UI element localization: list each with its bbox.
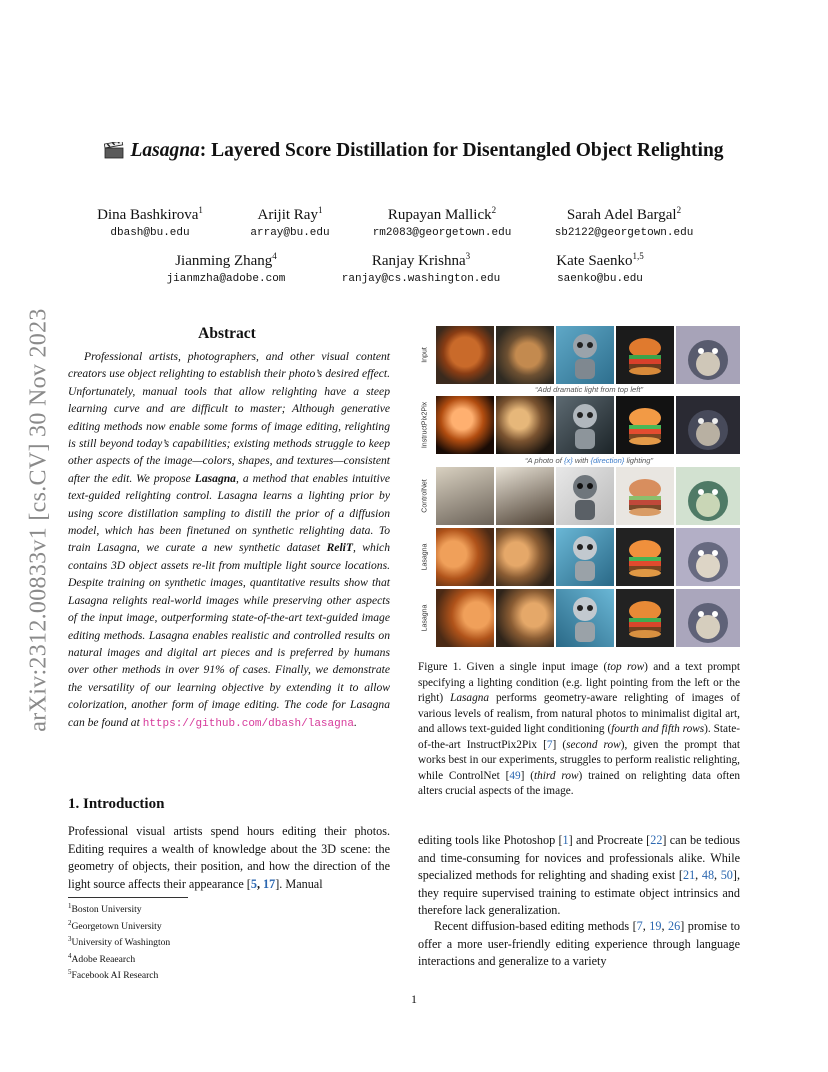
image-burger bbox=[616, 589, 674, 647]
abstract-heading: Abstract bbox=[198, 325, 256, 342]
title-rest: : Layered Score Distillation for Disentangled Object Relighting bbox=[199, 140, 724, 161]
citation[interactable]: 21 bbox=[682, 868, 696, 882]
footnote-divider bbox=[68, 897, 188, 898]
robot-shape bbox=[556, 326, 614, 384]
prompt-2: “A photo of {x} with {direction} lighting” bbox=[524, 456, 654, 465]
row-label-controlnet: ControlNet bbox=[421, 479, 429, 513]
image-burger bbox=[616, 326, 674, 384]
burger-shape bbox=[616, 589, 674, 647]
image-cat bbox=[496, 467, 554, 525]
footnote-item: $^2$Georgetown University bbox=[68, 918, 162, 932]
totoro-shape bbox=[676, 528, 740, 586]
image-dog bbox=[436, 589, 494, 647]
image-burger bbox=[616, 528, 674, 586]
footnote-item: $^1$Boston University bbox=[68, 902, 142, 916]
image-burger bbox=[616, 396, 674, 454]
figure-1-grid bbox=[418, 326, 740, 648]
image-totoro bbox=[676, 467, 740, 525]
image-cat bbox=[496, 528, 554, 586]
row-label-input: Input bbox=[421, 347, 429, 363]
image-totoro bbox=[676, 396, 740, 454]
totoro-shape bbox=[676, 589, 740, 647]
author-5: Jianming Zhang$^4$ jianmzha@adobe.com bbox=[166, 251, 286, 285]
totoro-shape bbox=[676, 326, 740, 384]
citation[interactable]: 7 bbox=[546, 738, 553, 751]
image-robot bbox=[556, 528, 614, 586]
citation[interactable]: 5 bbox=[250, 876, 257, 891]
burger-shape bbox=[616, 467, 674, 525]
author-4: Sarah Adel Bargal$^2$ sb2122@georgetown.edu bbox=[554, 205, 694, 239]
image-robot bbox=[556, 589, 614, 647]
image-cat bbox=[496, 589, 554, 647]
footnote-item: $^5$Facebook AI Research bbox=[68, 968, 159, 982]
image-dog bbox=[436, 396, 494, 454]
burger-shape bbox=[616, 396, 674, 454]
author-1: Dina Bashkirova$^1$ dbash@bu.edu bbox=[97, 205, 203, 239]
author-6: Ranjay Krishna$^3$ ranjay@cs.washington.edu bbox=[341, 251, 501, 285]
robot-shape bbox=[556, 589, 614, 647]
citation[interactable]: 1 bbox=[562, 833, 569, 847]
clapperboard-icon bbox=[104, 142, 124, 165]
row-label-lasagna-1: Lasagna bbox=[421, 543, 429, 571]
citation[interactable]: 48 bbox=[701, 868, 715, 882]
paper-title bbox=[60, 140, 768, 165]
totoro-shape bbox=[676, 396, 740, 454]
code-link[interactable]: https://github.com/dbash/lasagna bbox=[142, 717, 354, 730]
image-robot bbox=[556, 396, 614, 454]
page-number: 1 bbox=[411, 992, 417, 1006]
figure-caption: Figure 1. Given a single input image (top row) and a text prompt specifying a lighting condition (e.g. light pointing from the left or the right) Lasagna performs geometry-aware relighting of images of various levels of realism, from natural photos to minimalist digital art, and allows text-guided light conditioning (fourth and fifth rows). State-of-the-art InstructPix2Pix [7] (second row), given the prompt that works best in our experiments, struggles to perform realistic relighting, while ControlNet [49] (third row) trained on relighting data often alters crucial aspects of the image. bbox=[418, 661, 741, 797]
citation[interactable]: 22 bbox=[650, 833, 663, 847]
row-label-instructpix2pix: InstructPix2Pix bbox=[421, 401, 429, 449]
author-3: Rupayan Mallick$^2$ rm2083@georgetown.edu bbox=[372, 205, 512, 239]
intro-paragraph: Professional visual artists spend hours editing their photos. Editing requires a wealth of knowledge about the 3D scene: the geometry of objects, their position, and how the direction of the light source affects their appearance [5, 17]. Manual bbox=[68, 824, 390, 891]
right-paragraph-2: Recent diffusion-based editing methods [7, 19, 26] promise to offer a more user-friendly editing experience through language interactions and generalize to a variety bbox=[418, 919, 741, 968]
footnote-item: $^3$University of Washington bbox=[68, 935, 171, 949]
totoro-shape bbox=[676, 467, 740, 525]
citation[interactable]: 19 bbox=[649, 919, 662, 933]
abstract-text: Professional artists, photographers, and other visual content creators use object relighting to establish their photo’s desired effect. Unfortunately, manual tools that allow relighting have a steep learning curve and are difficult to master; Although generative editing methods now enable some forms of image editing, relighting is still beyond today’s capabilities; existing methods struggle to keep other aspects of the image—colors, shapes, and textures—consistent after the edit. We propose Lasagna, a method that enables intuitive text-guided relighting control. Lasagna learns a lighting prior by using score distillation sampling to distill the prior of a diffusion model, which has been finetuned on synthetic relighting data. To train Lasagna, we curate a new synthetic dataset ReliT, which contains 3D object assets re-lit from multiple light source locations. Despite training on synthetic images, quantitative results show that Lasagna relights real-world images while preserving other aspects of the input image, outperforming state-of-the-art text-guided image editing methods. Lasagna enables realistic and controlled results on natural images and digital art pieces and is preferred by humans over other methods in over 91% of cases. Finally, we demonstrate the versatility of our learning objective by extending it to allow colorization, another form of image editing. The code for Lasagna can be found at https://github.com/dbash/lasagna. bbox=[68, 350, 390, 730]
footnote-item: $^4$Adobe Reaearch bbox=[68, 951, 136, 965]
burger-shape bbox=[616, 528, 674, 586]
image-robot bbox=[556, 326, 614, 384]
citation[interactable]: 26 bbox=[668, 919, 681, 933]
arxiv-identifier: arXiv:2312.00833v1 [cs.CV] 30 Nov 2023 bbox=[25, 308, 52, 732]
image-burger bbox=[616, 467, 674, 525]
citation[interactable]: 7 bbox=[636, 919, 643, 933]
method-name: Lasagna bbox=[130, 140, 200, 161]
image-cat bbox=[496, 396, 554, 454]
robot-shape bbox=[556, 528, 614, 586]
robot-shape bbox=[556, 396, 614, 454]
robot-shape bbox=[556, 467, 614, 525]
burger-shape bbox=[616, 326, 674, 384]
citation[interactable]: 49 bbox=[509, 769, 521, 782]
author-2: Arijit Ray$^1$ array@bu.edu bbox=[250, 205, 330, 239]
image-dog bbox=[436, 467, 494, 525]
image-dog bbox=[436, 326, 494, 384]
image-dog bbox=[436, 528, 494, 586]
footnotes bbox=[68, 900, 170, 983]
image-totoro bbox=[676, 528, 740, 586]
citation[interactable]: 50 bbox=[720, 868, 733, 882]
citation[interactable]: 17 bbox=[263, 876, 276, 891]
author-7: Kate Saenko$^{1,5}$ saenko@bu.edu bbox=[556, 251, 644, 285]
prompt-1: “Add dramatic light from top left” bbox=[534, 385, 644, 394]
image-totoro bbox=[676, 326, 740, 384]
image-robot bbox=[556, 467, 614, 525]
image-totoro bbox=[676, 589, 740, 647]
right-paragraph-1: editing tools like Photoshop [1] and Procreate [22] can be tedious and time-consuming for novices and professionals alike. While specialized methods for relighting and shading exist [21, 48, 50], they require supervised training to estimate object intrinsics and therefore lack generalization. bbox=[418, 833, 740, 917]
image-cat bbox=[496, 326, 554, 384]
row-label-lasagna-2: Lasagna bbox=[421, 604, 429, 632]
intro-heading: 1. Introduction bbox=[68, 796, 165, 812]
